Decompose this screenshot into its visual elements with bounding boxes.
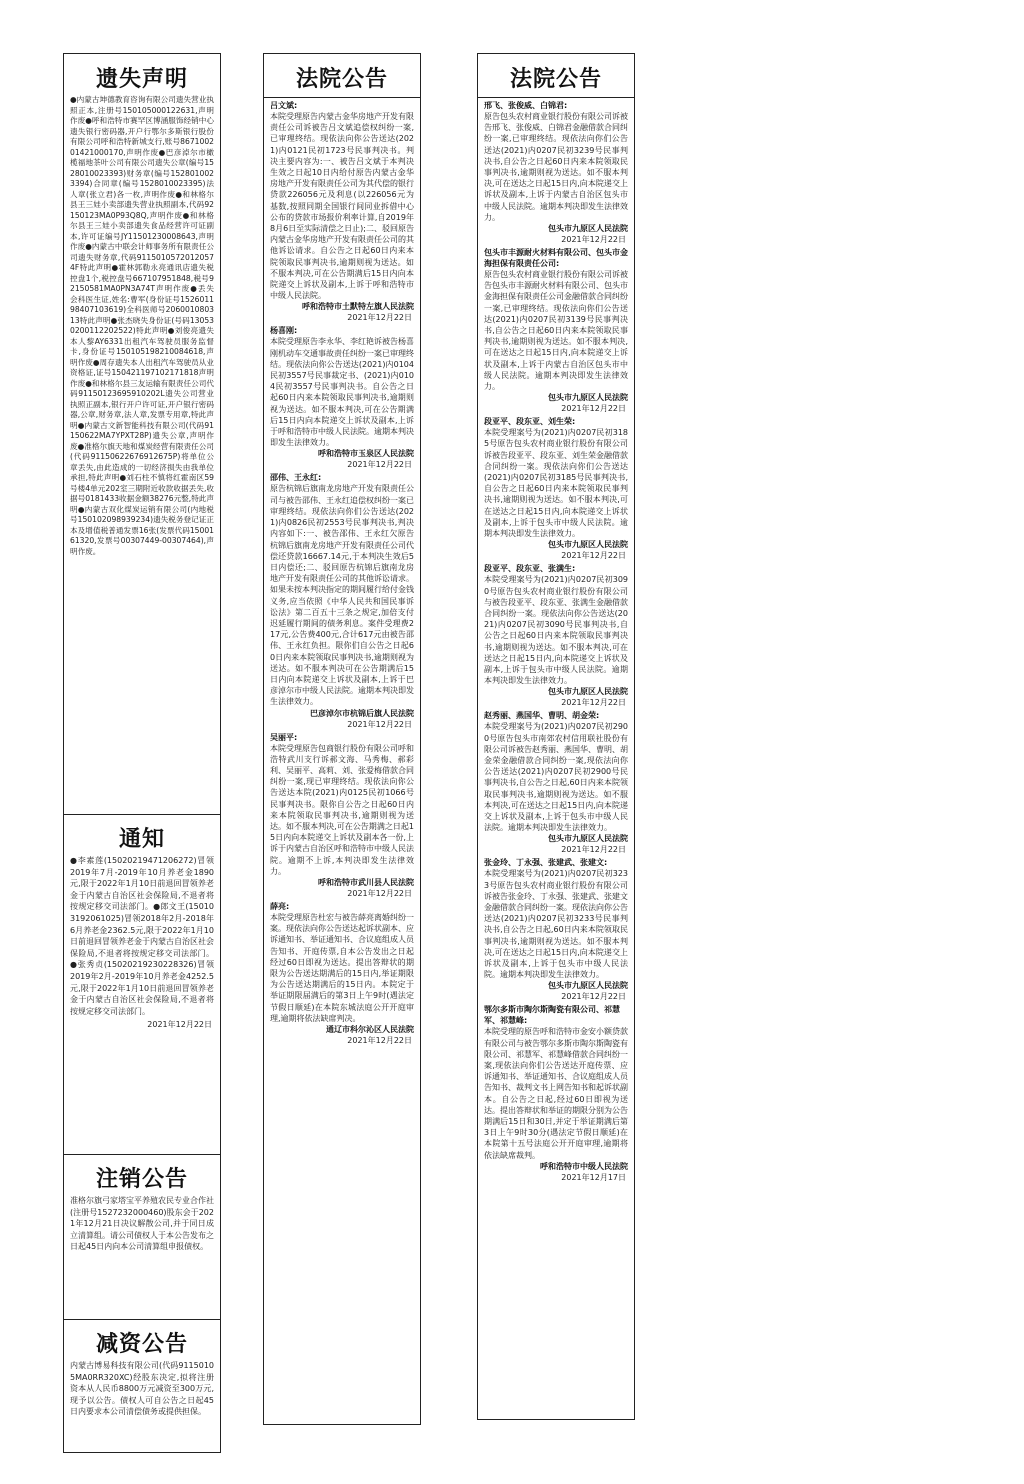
notice-date: 2021年12月22日 <box>561 404 626 414</box>
notice-court: 呼和浩特市武川县人民法院 <box>318 877 414 887</box>
notice-party: 段亚平、段东亚、张满生: <box>484 564 576 574</box>
notice-date: 2021年12月17日 <box>561 1172 626 1182</box>
court-notice <box>264 98 420 323</box>
lost-notice-section <box>64 54 220 814</box>
notice-body: 原告包头农村商业银行股份有限公司诉被告包头市丰源耐火材料有限公司、包头市金海担保有限责任公司金融借款合同纠纷一案,已审理终结。现依法向你们公告送达(2021)内0207民初3139号民事判决书,自公告之日起60日内来本院领取民事判决书,逾期则视为送达。如不服本判决,可在送达之日起15日内,向本院递交上诉状及副本,上诉于内蒙古自治区包头市中级人民法院。逾期本判决即发生法律效力。 <box>484 270 628 392</box>
notice-party: 邵伟、王永红: <box>270 473 322 483</box>
deregistration-notice-section <box>64 1154 220 1319</box>
capital-reduction-section <box>64 1319 220 1454</box>
court-notice <box>478 561 634 708</box>
notice-court: 包头市九原区人民法院 <box>548 687 628 697</box>
court-notice <box>264 899 420 1046</box>
capital-reduction-title: 减资公告 <box>95 1332 188 1357</box>
notice-date: 2021年12月22日 <box>561 235 626 245</box>
court-notices-title: 法院公告 <box>509 67 602 92</box>
notice-body: 原告包头农村商业银行股份有限公司诉被告邢飞、张俊威、白锦君金融借款合同纠纷一案,已审理终结。现依法向你们公告送达(2021)内0207民初3239号民事判决书,自公告之日起60日内来本院领取民事判决书,逾期则视为送达。如不服本判决,可在送达之日起15日内,向本院递交上诉状及副本,上诉于内蒙古自治区包头市中级人民法院。逾期本判决即发生法律效力。 <box>484 112 628 222</box>
notice-court: 包头市九原区人民法院 <box>548 540 628 550</box>
court-notice <box>264 470 420 729</box>
notice-court: 通辽市科尔沁区人民法院 <box>326 1025 414 1035</box>
notice-body: 本院受理案号为(2021)内0207民初3185号原告包头农村商业银行股份有限公司诉被告段亚平、段东亚、刘生荣金融借款合同纠纷一案。现依法向你们公告送达(2021)内0207民初3185号民事判决书,自公告之日起60日内来本院领取民事判决书,逾期则视为送达。如不服本判决,可在送达之日起15日内,向本院递交上诉状及副本,上诉于包头市中级人民法院。逾期本判决即发生法律效力。 <box>484 428 628 539</box>
court-notice <box>478 708 634 855</box>
notice-body: 本院受理原告李永华、李红艳诉被告杨喜刚机动车交通事故责任纠纷一案已审理终结。现依法向你公告送达(2021)内0104民初3557号民事裁定书、(2021)内0104民初3557号民事判决书。自公告之日起60日内来本院领取民事判决书,逾期则视为送达。如不服本判决,可在公告期满后15日内向本院递交上诉状及副本,上诉于呼和浩特市中级人民法院。逾期本判决即发生法律效力。 <box>270 337 414 448</box>
notice-court: 呼和浩特市中级人民法院 <box>540 1161 628 1171</box>
lost-notice-title: 遗失声明 <box>95 67 188 92</box>
pension-notice-title: 通知 <box>118 827 165 852</box>
notice-body: 本院受理案号为(2021)内0207民初3233号原告包头农村商业银行股份有限公司诉被告张金玲、丁永强、张建武、张建文金融借款合同纠纷一案。现依法向你公告送达(2021)内0207民初3233号民事判决书,自公告之日起,60日内来本院领取民事判决书,逾期则视为送达。如不服本判决,可在送达之日起15日内,向本院递交上诉状及副本,上诉于包头市中级人民法院。逾期本判决即发生法律效力。 <box>484 869 628 980</box>
notice-court: 包头市九原区人民法院 <box>548 834 628 844</box>
notice-party: 赵秀丽、燕国华、曹明、胡金荣: <box>484 711 600 721</box>
pension-notice-date: 2021年12月22日 <box>147 1020 212 1030</box>
notice-party: 杨喜刚: <box>270 326 298 336</box>
court-notices-column-right <box>477 53 635 1420</box>
court-notice <box>478 245 634 414</box>
capital-reduction-body: 内蒙古博易科技有限公司(代码91150105MA0RR320XC)经股东决定,拟将注册资本从人民币8800万元减资至300万元,现予以公告。债权人可自公告之日起45日内要求本公司清偿债务或提供担保。 <box>70 1361 214 1417</box>
court-notices-title: 法院公告 <box>295 67 388 92</box>
court-notice <box>478 1002 634 1182</box>
deregistration-notice-body: 准格尔旗弓家塔宝平养殖农民专业合作社(注册号1527232000460)股东会于2021年12月21日决议解散公司,并于同日成立清算组。请公司债权人于本公告发布之日起45日内向本公司清算组申报债权。 <box>70 1196 214 1252</box>
notice-party: 薛亮: <box>270 901 290 911</box>
notice-party: 张金玲、丁永强、张建武、张建文: <box>484 858 608 868</box>
notice-party: 鄂尔多斯市陶尔斯陶瓷有限公司、祁慧军、祁慧峰: <box>484 1005 620 1026</box>
notice-body: 本院受理原告包商银行股份有限公司呼和浩特武川支行诉郝文海、马秀梅、郝彩利、吴丽平、高莉、刘、张爱梅借款合同纠纷一案,现已审理终结。现依法向你公告送达本院(2021)内0125民初1066号民事判决书。限你自公告之日起60日内来本院领取民事判决书,逾期则视为送达。如不服本判决,可在公告期满之日起15日内向本院递交上诉状及副本各一份,上诉于内蒙古自治区呼和浩特市中级人民法院。逾期不上诉,本判决即发生法律效力。 <box>270 743 414 876</box>
notice-party: 段亚平、段东亚、刘生荣: <box>484 417 576 427</box>
notice-court: 包头市九原区人民法院 <box>548 393 628 403</box>
notice-court: 巴彦淖尔市杭锦后旗人民法院 <box>310 708 414 718</box>
court-notice <box>264 730 420 899</box>
notice-date: 2021年12月22日 <box>561 551 626 561</box>
notice-body: 本院受理的原告呼和浩特市金安小额贷款有限公司与被告鄂尔多斯市陶尔斯陶瓷有限公司、祁慧军、祁慧峰借款合同纠纷一案,现依法向你们公告送达开庭传票、应诉通知书、举证通知书、合议庭组成人员告知书、裁判文书上网告知书和起诉状副本。自公告之日起,经过60日即视为送达。提出答辩状和举证的期限分别为公告期满后15日和30日,并定于举证期满后第3日上午9时30分(遇法定节假日顺延)在本院第十五号法庭公开开庭审理,逾期将依法缺席裁判。 <box>484 1027 628 1160</box>
notice-body: 本院受理原告杜宏与被告薛亮离婚纠纷一案。现依法向你公告送达起诉状副本、应诉通知书、举证通知书、合议庭组成人员告知书、开庭传票,自本公告发出之日起经过60日即视为送达。提出答辩状的期限为公告送达期满后的15日内,举证期限为公告送达期满后的15日内。本院定于举证期限届满后的第3日上午9时(遇法定节假日顺延)在本院东城法庭公开开庭审理,逾期将依法缺席判决。 <box>270 912 414 1023</box>
notice-court: 呼和浩特市玉泉区人民法院 <box>318 449 414 459</box>
notice-date: 2021年12月22日 <box>347 719 412 729</box>
pension-notice-body: ●李素莲(15020219471206272)冒领2019年7月-2019年10月养老金1890元,限于2022年1月10日前退回冒领养老金于内蒙古自治区社会保险局,不退者将按规定移交司法部门。●郎文王(150103192061025)冒领2018年2月-2018年6月养老金2362.5元,限于2022年1月10日前退回冒领养老金于内蒙古自治区社会保险局,不退者将按规定移交司法部门。●张秀贞(15020219230228326)冒领2019年2月-2019年10月养老金4252.5元,限于2022年1月10日前退回冒领养老金于内蒙古自治区社会保险局,不退者将按规定移交司法部门。 <box>70 856 214 1016</box>
lost-notice-body: ●内蒙古坤德教育咨询有限公司遗失营业执照正本,注册号150105000122631,声明作废●呼和浩特市赛罕区博涵服饰经销中心遗失银行密码器,开户行鄂尔多斯银行股份有限公司呼和浩特新城支行,账号867100201421000170,声明作废●巴彦淖尔市橄榄福地茶叶公司有限公司遗失公章(编号1528010023393)财务章(编号1528010023394)合同章(编号1528010023395)法人章(张立君)各一枚,声明作废●和林格尔县王三娃小卖部遗失营业执照副本,代码92150123MA0P93Q8Q,声明作废●和林格尔县王三娃小卖部遗失食品经营许可证副本,许可证编号JY11501230008643,声明作废●内蒙古中联会计师事务所有限责任公司遗失财务章,代码91150105720120574F特此声明●霍林郭勒永亮通讯店遗失税控盘1个,税控盘号667107951848,税号92150581MA0PN3A74T声明作废●丢失会科医生证,姓名:曹军(身份证号152601198407103619)全科医师号206001080313特此声明●张杰晓失身份证(号码130530200112202522)特此声明●刘俊亮遗失本人黎AY6331出租汽车驾驶员服务监督卡,身份证号150105198210084618,声明作废●周存遗失本人出租汽车驾驶员从业资格证,证号150421197102171818声明作废●和林格尔县三友运输有限责任公司代码91150123695910202L遗失公司营业执照正副本,银行开户许可证,开户银行密码器,公章,财务章,法人章,发票专用章,特此声明●内蒙古文新智能科技有限公司(代码91150622MA7YPXT28P)遗失公章,声明作废●准格尔旗天地和煤炭经营有限责任公司(代码91150622676912675P)将单位公章丢失,由此造成的一切经济损失由我单位承担,特此声明●刘石柱不慎将红霍南区59号楼4单元202室三期附近收款收据丢失,收据号0181433收据金额38276元整,特此声明●内蒙古双化煤炭运销有限公司(内地税号150102098939234)遗失税务登记证正本及增值税普通发票16张(发票代码1500161320,发票号00307449-00307464),声明作废。 <box>70 95 214 556</box>
notice-party: 吴丽平: <box>270 732 298 742</box>
notice-body: 本院受理原告内蒙古金华房地产开发有限责任公司诉被告吕文斌追偿权纠纷一案,已审理终结。现依法向你公告送达(2021)内0121民初1723号民事判决书。判决主要内容为:一、被告吕文斌于本判决生效之日起10日内给付原告内蒙古金华房地产开发有限责任公司为其代偿的银行贷款226056元及利息(以226056元为基数,按照同期全国银行间同业拆借中心公布的贷款市场报价利率计算,自2019年8月6日至实际清偿之日止);二、驳回原告内蒙古金华房地产开发有限责任公司的其他诉讼请求。自公告之日起60日内来本院领取民事判决书,逾期则视为送达。如不服本判决,可在公告期满后15日内向本院递交上诉状及副本,上诉于呼和浩特市中级人民法院。 <box>270 112 414 301</box>
notice-court: 包头市九原区人民法院 <box>548 981 628 991</box>
notice-body: 本院受理案号为(2021)内0207民初3090号原告包头农村商业银行股份有限公司与被告段亚平、段东亚、张满生金融借款合同纠纷一案。现依法向你公告送达(2021)内0207民初3090号民事判决书,自公告之日起60日内来本院领取民事判决书,逾期则视为送达。如不服本判决,可在送达之日起15日内,向本院递交上诉状及副本,上诉于包头市中级人民法院。逾期本判决即发生法律效力。 <box>484 575 628 686</box>
notice-date: 2021年12月22日 <box>561 845 626 855</box>
notice-date: 2021年12月22日 <box>347 888 412 898</box>
notice-date: 2021年12月22日 <box>347 1036 412 1046</box>
deregistration-notice-title: 注销公告 <box>95 1167 188 1192</box>
court-notice <box>264 323 420 470</box>
court-notice <box>478 414 634 561</box>
notice-party: 吕文斌: <box>270 101 298 110</box>
notice-body: 原告杭锦后旗南龙房地产开发有限责任公司与被告邵伟、王永红追偿权纠纷一案已审理终结。现依法向你们公告送达(2021)内0826民初2553号民事判决书,判决内容如下:一、被告邵伟、王永红欠原告杭锦后旗南龙房地产开发有限责任公司代偿还贷款16667.14元,于本判决生效后5日内偿还;二、驳回原告杭锦后旗南龙房地产开发有限责任公司的其他诉讼请求。如果未按本判决指定的期间履行给付金钱义务,应当依照《中华人民共和国民事诉讼法》第二百五十三条之规定,加倍支付迟延履行期间的债务利息。案件受理费217元,公告费400元,合计617元由被告邵伟、王永红负担。限你们自公告之日起60日内来本院领取民事判决书,逾期则视为送达。如不服本判决可在公告期满后15日内向本院递交上诉状及副本,上诉于巴彦淖尔市中级人民法院。逾期本判决即发生法律效力。 <box>270 484 414 707</box>
notice-date: 2021年12月22日 <box>347 313 412 323</box>
notice-body: 本院受理案号为(2021)内0207民初2900号原告包头市南郊农村信用联社股份有限公司诉被告赵秀丽、燕国华、曹明、胡金荣金融借款合同纠纷一案,现依法向你公告送达(2021)内0207民初2900号民事判决书,自公告之日起,60日内来本院领取民事判决书,逾期则视为送达。如不服本判决,可在送达之日起15日内,向本院递交上诉状及副本,上诉于包头市中级人民法院。逾期本判决即发生法律效力。 <box>484 722 628 833</box>
court-notices-column-middle <box>263 53 421 1425</box>
notice-date: 2021年12月22日 <box>561 992 626 1002</box>
notice-date: 2021年12月22日 <box>561 698 626 708</box>
court-notice <box>478 98 634 245</box>
notice-court: 包头市九原区人民法院 <box>548 224 628 234</box>
notice-party: 包头市丰源耐火材料有限公司、包头市金海担保有限责任公司: <box>484 248 628 269</box>
court-notice <box>478 855 634 1002</box>
notice-date: 2021年12月22日 <box>347 460 412 470</box>
pension-notice-section <box>64 814 220 1154</box>
notice-court: 呼和浩特市土默特左旗人民法院 <box>302 302 414 312</box>
notice-party: 邢飞、张俊威、白锦君: <box>484 101 568 110</box>
classifieds-column-left <box>63 53 221 1453</box>
